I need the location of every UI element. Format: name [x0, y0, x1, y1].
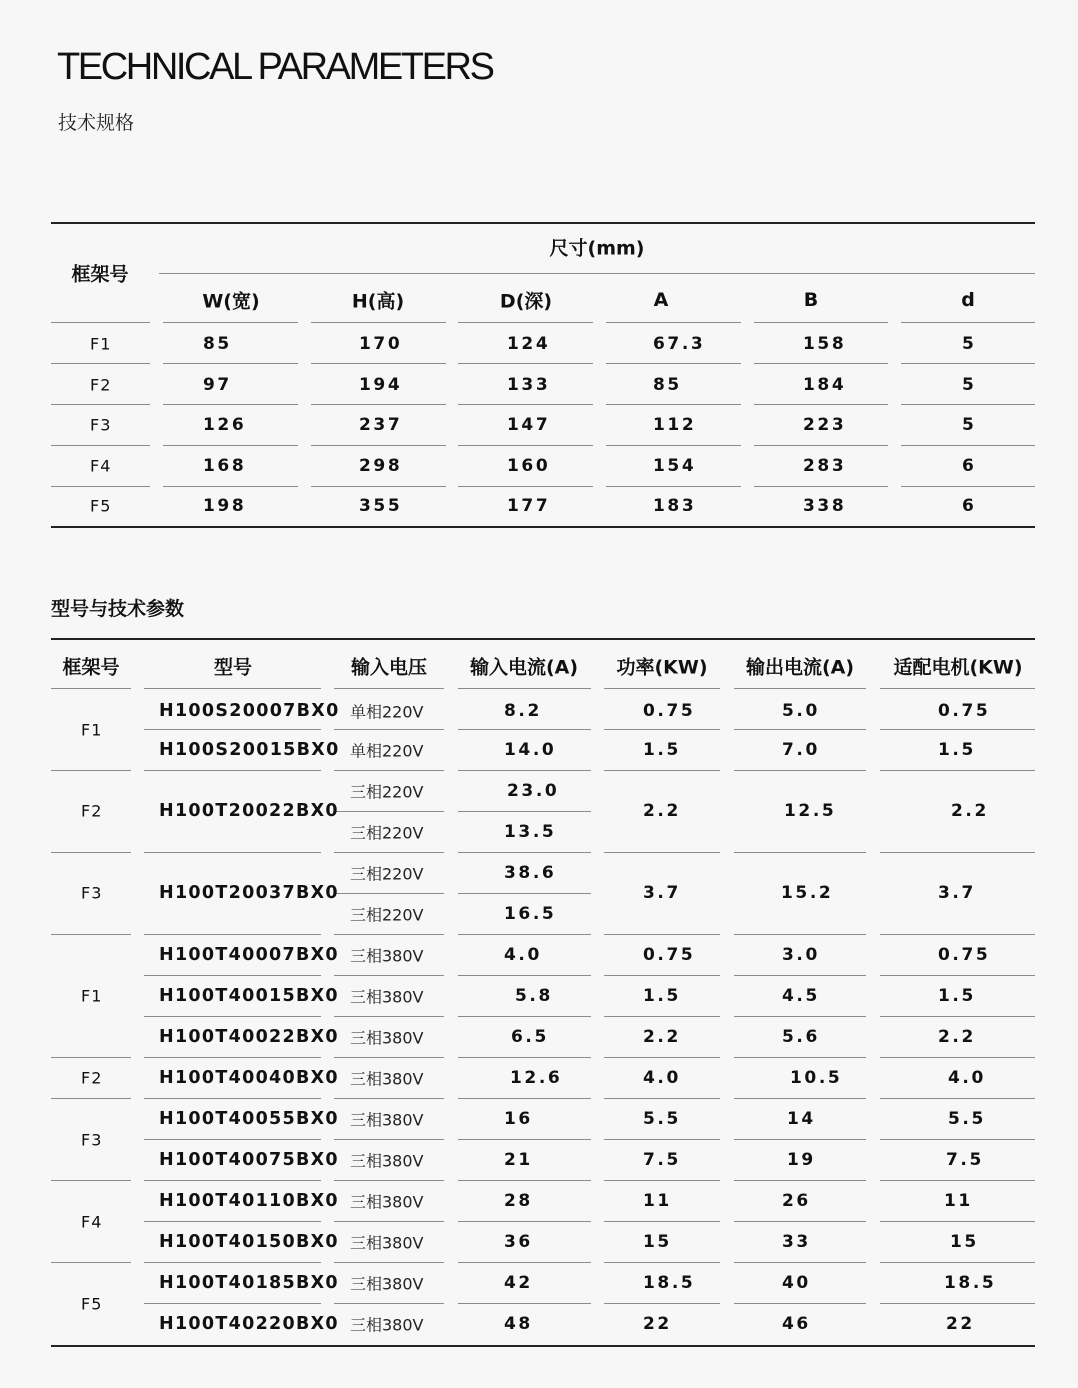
power-value: 0.75: [643, 945, 696, 965]
model-code: H100T40150BX0: [159, 1232, 339, 1252]
input-current-value: 21: [504, 1150, 533, 1170]
dimension-value: 158: [803, 334, 847, 354]
power-value: 0.75: [643, 701, 696, 721]
dimension-value: 5: [962, 374, 977, 395]
row-divider: [458, 486, 593, 487]
input-current-value: 42: [504, 1273, 533, 1293]
row-divider: [734, 852, 866, 853]
row-divider: [734, 934, 866, 935]
row-divider: [334, 975, 444, 976]
input-voltage: 三相380V: [350, 1315, 424, 1335]
table-bottom-rule: [51, 526, 1035, 528]
row-divider: [144, 770, 321, 771]
model-code: H100T20037BX0: [159, 883, 339, 903]
row-divider: [604, 975, 720, 976]
table-top-rule: [51, 222, 1035, 224]
frame-cell: F4: [90, 456, 112, 475]
dimension-value: 194: [359, 374, 403, 395]
power-value: 2.2: [643, 1027, 681, 1047]
row-divider: [606, 486, 741, 487]
output-current-value: 10.5: [790, 1068, 843, 1088]
frame-cell: F2: [81, 1068, 103, 1088]
row-divider: [458, 363, 593, 364]
input-voltage: 三相220V: [350, 905, 424, 925]
row-divider: [334, 729, 444, 730]
row-divider: [458, 893, 591, 894]
dimension-value: 338: [803, 496, 847, 516]
models-column-header: 适配电机(KW): [893, 656, 1023, 679]
row-divider: [458, 404, 593, 405]
row-divider: [734, 770, 866, 771]
row-divider: [880, 1262, 1035, 1263]
row-divider: [458, 688, 591, 689]
frame-cell: F1: [81, 986, 103, 1006]
row-divider: [880, 975, 1035, 976]
models-section-title: 型号与技术参数: [51, 598, 185, 620]
dimension-value: 124: [507, 334, 551, 354]
power-value: 22: [643, 1314, 672, 1334]
row-divider: [334, 934, 444, 935]
size-group-header: 尺寸(mm): [549, 237, 645, 260]
dimension-value: 6: [962, 496, 977, 516]
row-divider: [734, 1139, 866, 1140]
row-divider: [901, 486, 1035, 487]
row-divider: [734, 1016, 866, 1017]
row-divider: [458, 1221, 591, 1222]
model-code: H100T40055BX0: [159, 1109, 339, 1129]
row-divider: [458, 1262, 591, 1263]
models-column-header: 功率(KW): [616, 656, 708, 679]
dimension-column-header: W(宽): [202, 290, 260, 313]
dimension-value: 112: [653, 415, 697, 435]
output-current-value: 3.0: [782, 945, 820, 965]
models-column-header: 输出电流(A): [745, 656, 855, 679]
motor-value: 7.5: [946, 1150, 984, 1170]
motor-value: 0.75: [938, 945, 991, 965]
input-current-value: 16: [504, 1109, 533, 1129]
row-divider: [604, 852, 720, 853]
frame-cell: F1: [90, 334, 112, 354]
models-column-header: 框架号: [62, 656, 120, 679]
row-divider: [604, 1180, 720, 1181]
input-current-value: 38.6: [504, 863, 557, 883]
dimension-value: 5: [962, 334, 977, 354]
row-divider: [311, 322, 446, 323]
row-divider: [734, 1180, 866, 1181]
row-divider: [606, 445, 741, 446]
frame-cell: F5: [90, 496, 112, 516]
row-divider: [144, 975, 321, 976]
input-voltage: 三相380V: [350, 1151, 424, 1171]
dimension-value: 355: [359, 496, 403, 516]
row-divider: [458, 1098, 591, 1099]
row-divider: [880, 1098, 1035, 1099]
motor-value: 2.2: [938, 1027, 976, 1047]
row-divider: [458, 770, 591, 771]
input-current-value: 12.6: [510, 1068, 563, 1088]
dimension-value: 85: [653, 374, 682, 395]
motor-value: 3.7: [938, 883, 976, 903]
row-divider: [880, 934, 1035, 935]
dimension-value: 67.3: [653, 334, 706, 354]
output-current-value: 5.0: [782, 701, 820, 721]
row-divider: [51, 322, 150, 323]
model-code: H100T40220BX0: [159, 1314, 339, 1334]
row-divider: [880, 1221, 1035, 1222]
row-divider: [754, 486, 888, 487]
row-divider: [880, 729, 1035, 730]
row-divider: [734, 1057, 866, 1058]
row-divider: [458, 1180, 591, 1181]
row-divider: [51, 486, 150, 487]
row-divider: [334, 1303, 444, 1304]
frame-cell: F3: [81, 883, 103, 903]
row-divider: [311, 404, 446, 405]
row-divider: [458, 975, 591, 976]
models-column-header: 型号: [213, 656, 253, 679]
frame-cell: F2: [81, 801, 103, 821]
input-voltage: 三相380V: [350, 946, 424, 966]
model-code: H100T40022BX0: [159, 1027, 339, 1047]
model-code: H100T20022BX0: [159, 801, 339, 821]
dimension-value: 6: [962, 455, 977, 476]
dimension-value: 223: [803, 415, 847, 435]
power-value: 18.5: [643, 1273, 696, 1293]
row-divider: [458, 729, 591, 730]
power-value: 7.5: [643, 1150, 681, 1170]
row-divider: [334, 811, 444, 812]
row-divider: [458, 445, 593, 446]
page-title: TECHNICAL PARAMETERS: [57, 46, 493, 88]
row-divider: [163, 322, 298, 323]
output-current-value: 46: [782, 1314, 811, 1334]
dimension-column-header: H(高): [351, 290, 405, 313]
row-divider: [880, 1180, 1035, 1181]
page-subtitle: 技术规格: [58, 112, 135, 134]
dimension-value: 133: [507, 374, 551, 395]
dimension-value: 85: [203, 334, 232, 354]
input-current-value: 4.0: [504, 945, 542, 965]
row-divider: [144, 934, 321, 935]
row-divider: [144, 729, 321, 730]
dimension-value: 147: [507, 415, 551, 435]
power-value: 1.5: [643, 986, 681, 1006]
row-divider: [458, 934, 591, 935]
input-current-value: 6.5: [511, 1027, 549, 1047]
power-value: 2.2: [643, 801, 681, 821]
input-voltage: 三相220V: [350, 864, 424, 884]
motor-value: 15: [950, 1232, 979, 1252]
dimension-value: 283: [803, 455, 847, 476]
row-divider: [901, 404, 1035, 405]
row-divider: [163, 445, 298, 446]
row-divider: [144, 1303, 321, 1304]
row-divider: [880, 852, 1035, 853]
row-divider: [880, 1139, 1035, 1140]
row-divider: [334, 1139, 444, 1140]
row-divider: [144, 1262, 321, 1263]
dimension-value: 183: [653, 496, 697, 516]
input-voltage: 三相380V: [350, 1192, 424, 1212]
dimension-value: 154: [653, 455, 697, 476]
row-divider: [51, 852, 131, 853]
row-divider: [334, 1262, 444, 1263]
power-value: 15: [643, 1232, 672, 1252]
row-divider: [604, 1303, 720, 1304]
input-current-value: 8.2: [504, 701, 542, 721]
input-current-value: 13.5: [504, 822, 557, 842]
frame-cell: F3: [81, 1130, 103, 1150]
row-divider: [901, 363, 1035, 364]
row-divider: [604, 688, 720, 689]
frame-cell: F3: [90, 415, 112, 435]
row-divider: [754, 404, 888, 405]
output-current-value: 5.6: [782, 1027, 820, 1047]
row-divider: [51, 934, 131, 935]
row-divider: [604, 1098, 720, 1099]
model-code: H100T40110BX0: [159, 1191, 339, 1211]
output-current-value: 33: [782, 1232, 811, 1252]
row-divider: [334, 1057, 444, 1058]
model-code: H100S20015BX0: [159, 740, 340, 760]
dimension-column-header: D(深): [499, 290, 553, 313]
dimension-value: 5: [962, 415, 977, 435]
row-divider: [604, 1016, 720, 1017]
output-current-value: 14: [787, 1109, 816, 1129]
row-divider: [144, 1016, 321, 1017]
row-divider: [144, 1221, 321, 1222]
row-divider: [144, 1057, 321, 1058]
input-voltage: 三相380V: [350, 1028, 424, 1048]
input-voltage: 三相380V: [350, 1233, 424, 1253]
output-current-value: 40: [782, 1273, 811, 1293]
table-bottom-rule: [51, 1345, 1035, 1347]
dimension-value: 97: [203, 374, 232, 395]
row-divider: [604, 770, 720, 771]
row-divider: [311, 363, 446, 364]
table-top-rule: [51, 638, 1035, 640]
motor-value: 1.5: [938, 986, 976, 1006]
output-current-value: 12.5: [784, 801, 837, 821]
row-divider: [604, 934, 720, 935]
row-divider: [734, 1262, 866, 1263]
dimension-value: 168: [203, 455, 247, 476]
row-divider: [51, 1180, 131, 1181]
input-voltage: 单相220V: [350, 741, 424, 761]
input-current-value: 48: [504, 1314, 533, 1334]
motor-value: 18.5: [944, 1273, 997, 1293]
power-value: 5.5: [643, 1109, 681, 1129]
row-divider: [754, 363, 888, 364]
row-divider: [458, 322, 593, 323]
row-divider: [604, 1139, 720, 1140]
row-divider: [51, 363, 150, 364]
motor-value: 0.75: [938, 701, 991, 721]
input-current-value: 14.0: [504, 740, 557, 760]
row-divider: [734, 975, 866, 976]
frame-header: 框架号: [71, 263, 129, 286]
output-current-value: 4.5: [782, 986, 820, 1006]
row-divider: [144, 1098, 321, 1099]
input-voltage: 三相380V: [350, 1274, 424, 1294]
frame-cell: F5: [81, 1294, 103, 1314]
power-value: 11: [643, 1191, 672, 1211]
row-divider: [334, 770, 444, 771]
row-divider: [334, 1016, 444, 1017]
row-divider: [458, 811, 591, 812]
row-divider: [51, 688, 131, 689]
input-voltage: 三相380V: [350, 1069, 424, 1089]
row-divider: [880, 1057, 1035, 1058]
row-divider: [458, 852, 591, 853]
row-divider: [51, 1057, 131, 1058]
dimension-column-header: B: [803, 289, 819, 311]
dimension-column-header: d: [961, 289, 975, 311]
row-divider: [734, 1303, 866, 1304]
row-divider: [51, 770, 131, 771]
model-code: H100T40007BX0: [159, 945, 339, 965]
row-divider: [880, 1016, 1035, 1017]
dimension-column-header: A: [653, 289, 669, 311]
input-current-value: 5.8: [515, 986, 553, 1006]
row-divider: [334, 1221, 444, 1222]
group-header-line: [159, 273, 1035, 274]
motor-value: 1.5: [938, 740, 976, 760]
motor-value: 11: [944, 1191, 973, 1211]
motor-value: 5.5: [948, 1109, 986, 1129]
row-divider: [51, 445, 150, 446]
row-divider: [334, 893, 444, 894]
row-divider: [458, 1139, 591, 1140]
row-divider: [163, 486, 298, 487]
input-voltage: 三相380V: [350, 987, 424, 1007]
output-current-value: 26: [782, 1191, 811, 1211]
row-divider: [334, 1180, 444, 1181]
row-divider: [880, 688, 1035, 689]
row-divider: [901, 322, 1035, 323]
dimension-value: 177: [507, 496, 551, 516]
row-divider: [334, 688, 444, 689]
dimension-value: 126: [203, 415, 247, 435]
row-divider: [311, 486, 446, 487]
row-divider: [606, 322, 741, 323]
row-divider: [334, 852, 444, 853]
input-current-value: 16.5: [504, 904, 557, 924]
input-current-value: 36: [504, 1232, 533, 1252]
row-divider: [604, 1221, 720, 1222]
row-divider: [606, 363, 741, 364]
row-divider: [144, 688, 321, 689]
row-divider: [311, 445, 446, 446]
row-divider: [144, 1180, 321, 1181]
row-divider: [144, 1139, 321, 1140]
row-divider: [734, 1098, 866, 1099]
dimension-value: 184: [803, 374, 847, 395]
row-divider: [901, 445, 1035, 446]
model-code: H100S20007BX0: [159, 701, 340, 721]
dimension-value: 160: [507, 455, 551, 476]
row-divider: [880, 1303, 1035, 1304]
row-divider: [734, 729, 866, 730]
model-code: H100T40015BX0: [159, 986, 339, 1006]
row-divider: [734, 1221, 866, 1222]
model-code: H100T40185BX0: [159, 1273, 339, 1293]
frame-cell: F4: [81, 1212, 103, 1232]
row-divider: [458, 1057, 591, 1058]
model-code: H100T40040BX0: [159, 1068, 339, 1088]
output-current-value: 15.2: [781, 883, 834, 903]
row-divider: [163, 363, 298, 364]
input-current-value: 28: [504, 1191, 533, 1211]
motor-value: 4.0: [948, 1068, 986, 1088]
row-divider: [51, 404, 150, 405]
input-voltage: 三相380V: [350, 1110, 424, 1130]
row-divider: [604, 1262, 720, 1263]
row-divider: [754, 445, 888, 446]
model-code: H100T40075BX0: [159, 1150, 339, 1170]
power-value: 1.5: [643, 740, 681, 760]
row-divider: [734, 688, 866, 689]
row-divider: [880, 770, 1035, 771]
row-divider: [51, 1262, 131, 1263]
row-divider: [754, 322, 888, 323]
power-value: 4.0: [643, 1068, 681, 1088]
models-column-header: 输入电压: [350, 656, 428, 679]
motor-value: 2.2: [951, 801, 989, 821]
dimension-value: 198: [203, 496, 247, 516]
output-current-value: 19: [787, 1150, 816, 1170]
row-divider: [606, 404, 741, 405]
row-divider: [144, 852, 321, 853]
row-divider: [163, 404, 298, 405]
row-divider: [458, 1303, 591, 1304]
input-current-value: 23.0: [507, 781, 560, 801]
input-voltage: 单相220V: [350, 702, 424, 722]
input-voltage: 三相220V: [350, 782, 424, 802]
dimension-value: 298: [359, 455, 403, 476]
row-divider: [604, 729, 720, 730]
row-divider: [51, 1098, 131, 1099]
row-divider: [604, 1057, 720, 1058]
output-current-value: 7.0: [782, 740, 820, 760]
models-column-header: 输入电流(A): [469, 656, 579, 679]
motor-value: 22: [946, 1314, 975, 1334]
dimension-value: 170: [359, 334, 403, 354]
dimension-value: 237: [359, 415, 403, 435]
power-value: 3.7: [643, 883, 681, 903]
input-voltage: 三相220V: [350, 823, 424, 843]
row-divider: [458, 1016, 591, 1017]
frame-cell: F1: [81, 720, 103, 740]
row-divider: [334, 1098, 444, 1099]
frame-cell: F2: [90, 375, 112, 394]
